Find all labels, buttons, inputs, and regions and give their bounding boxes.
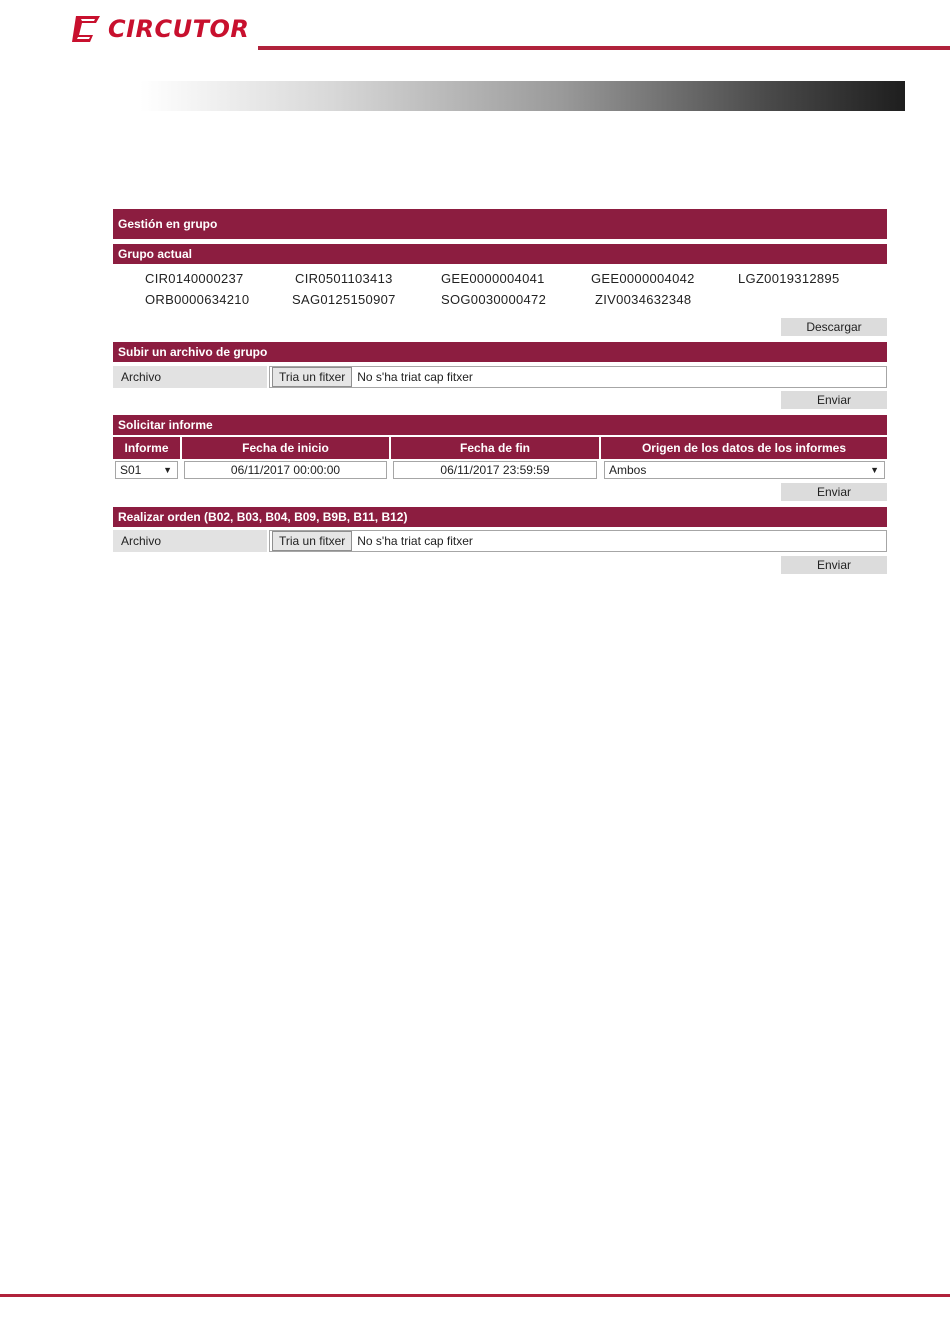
order-file-input[interactable] bbox=[269, 530, 887, 552]
header-gradient-bar bbox=[140, 81, 905, 111]
panel-title-text: Gestión en grupo bbox=[118, 217, 218, 231]
report-select[interactable] bbox=[115, 461, 178, 479]
group-device: CIR0501103413 bbox=[295, 271, 393, 286]
column-header-origin: Origen de los datos de los informes bbox=[601, 437, 887, 459]
upload-group-header bbox=[113, 342, 887, 362]
group-device: SOG0030000472 bbox=[441, 292, 547, 307]
column-header-end-date: Fecha de fin bbox=[391, 437, 599, 459]
request-report-header bbox=[113, 415, 887, 435]
current-group-title: Grupo actual bbox=[118, 247, 193, 261]
origin-select[interactable] bbox=[604, 461, 885, 479]
order-send-button[interactable]: Enviar bbox=[781, 556, 887, 574]
file-status-text: No s'ha triat cap fitxer bbox=[357, 370, 473, 384]
start-date-input[interactable] bbox=[184, 461, 387, 479]
dropdown-arrow-icon: ▼ bbox=[870, 465, 879, 475]
end-date-value: 06/11/2017 23:59:59 bbox=[440, 463, 550, 477]
group-device: ORB0000634210 bbox=[145, 292, 250, 307]
current-group-header bbox=[113, 244, 887, 264]
end-date-input[interactable] bbox=[393, 461, 597, 479]
header-rule bbox=[258, 46, 950, 50]
group-device: SAG0125150907 bbox=[292, 292, 396, 307]
upload-group-title: Subir un archivo de grupo bbox=[118, 345, 268, 359]
group-device: CIR0140000237 bbox=[145, 271, 244, 286]
start-date-value: 06/11/2017 00:00:00 bbox=[230, 463, 341, 477]
choose-file-button[interactable]: Tria un fitxer bbox=[272, 531, 352, 551]
group-device: GEE0000004041 bbox=[441, 271, 545, 286]
group-device: LGZ0019312895 bbox=[738, 271, 840, 286]
request-report-title: Solicitar informe bbox=[118, 418, 213, 432]
order-file-label: Archivo bbox=[113, 530, 267, 552]
origin-select-value: Ambos bbox=[609, 463, 647, 477]
footer-rule bbox=[0, 1294, 950, 1297]
download-button[interactable]: Descargar bbox=[781, 318, 887, 336]
report-select-value: S01 bbox=[120, 463, 142, 477]
upload-file-input[interactable] bbox=[269, 366, 887, 388]
dropdown-arrow-icon: ▼ bbox=[163, 465, 172, 475]
group-device: GEE0000004042 bbox=[591, 271, 695, 286]
upload-file-label: Archivo bbox=[113, 366, 267, 388]
circutor-logo bbox=[70, 12, 249, 46]
report-send-button[interactable]: Enviar bbox=[781, 483, 887, 501]
order-title: Realizar orden (B02, B03, B04, B09, B9B, B11, B12) bbox=[118, 510, 408, 524]
upload-send-button[interactable]: Enviar bbox=[781, 391, 887, 409]
order-header bbox=[113, 507, 887, 527]
choose-file-button[interactable]: Tria un fitxer bbox=[272, 367, 352, 387]
panel-title bbox=[113, 209, 887, 239]
brand-name: CIRCUTOR bbox=[108, 15, 250, 43]
group-device: ZIV0034632348 bbox=[595, 292, 692, 307]
column-header-start-date: Fecha de inicio bbox=[182, 437, 389, 459]
file-status-text: No s'ha triat cap fitxer bbox=[357, 534, 473, 548]
circutor-logo-icon bbox=[70, 13, 104, 45]
column-header-informe: Informe bbox=[113, 437, 180, 459]
